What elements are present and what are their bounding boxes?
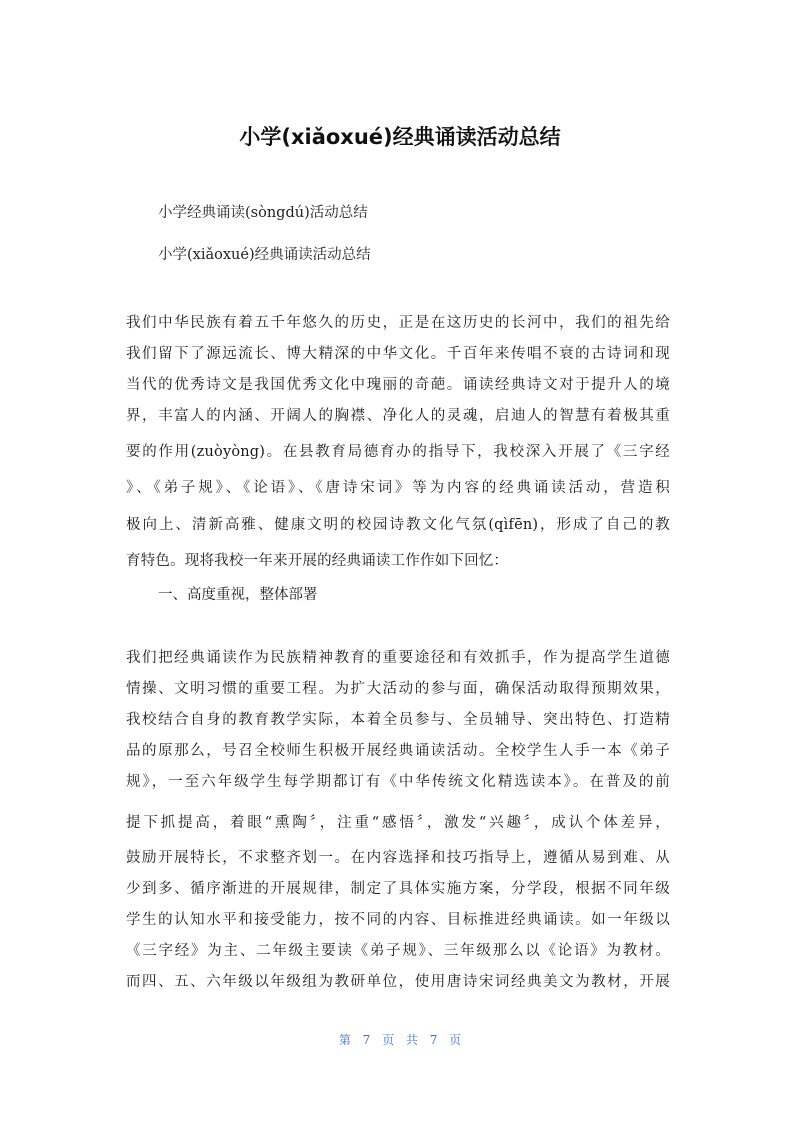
paragraph-2-line: 《三字经》为主、二年级主要读《弟子规》、三年级那么以《论语》为教材。 [126, 943, 670, 959]
page-number-footer: 第 7 页 共 7 页 [338, 1033, 462, 1047]
paragraph-2-line: 鼓励开展特长，不求整齐划一。在内容选择和技巧指导上，遵循从易到难、从 [126, 850, 670, 866]
paragraph-2-line: 学生的认知水平和接受能力，按不同的内容、目标推进经典诵读。如一年级以 [126, 912, 670, 928]
paragraph-1-line: 》、《弟子规》、《论语》、《唐诗宋词》等为内容的经典诵读活动，营造积 [126, 480, 670, 496]
paragraph-2-line: 少到多、循序渐进的开展规律，制定了具体实施方案，分学段，根据不同年级 [126, 881, 670, 897]
paragraph-2-line: 我们把经典诵读作为民族精神教育的重要途径和有效抓手，作为提高学生道德 [126, 650, 670, 666]
paragraph-2-line: 规》，一至六年级学生每学期都订有《中华传统文化精选读本》。在普及的前 [126, 774, 670, 790]
paragraph-1-line: 极向上、清新高雅、健康文明的校园诗教文化气氛(qìfēn)，形成了自己的教 [126, 517, 670, 533]
section-heading: 一、高度重视，整体部署 [158, 587, 318, 603]
paragraph-1-line: 我们留下了源远流长、博大精深的中华文化。千百年来传唱不衰的古诗词和现 [126, 346, 670, 362]
paragraph-2-line: 我校结合自身的教育教学实际，本着全员参与、全员辅导、突出特色、打造精 [126, 712, 670, 728]
paragraph-1-line: 要的作用(zuòyòng)。在县教育局德育办的指导下，我校深入开展了《三字经 [126, 444, 670, 460]
paragraph-1-line: 我们中华民族有着五千年悠久的历史，正是在这历史的长河中，我们的祖先给 [126, 315, 670, 331]
paragraph-1-line: 当代的优秀诗文是我国优秀文化中瑰丽的奇葩。诵读经典诗文对于提升人的境 [126, 377, 670, 393]
paragraph-1-line: 育特色。现将我校一年来开展的经典诵读工作作如下回忆： [126, 553, 509, 569]
paragraph-2-line: 而四、五、六年级以年级组为教研单位，使用唐诗宋词经典美文为教材，开展 [126, 974, 670, 990]
paragraph-2-line: 情操、文明习惯的重要工程。为扩大活动的参与面，确保活动取得预期效果， [126, 681, 670, 697]
paragraph-2-line: 品的原那么，号召全校师生积极开展经典诵读活动。全校学生人手一本《弟子 [126, 743, 670, 759]
subtitle-1: 小学经典诵读(sòngdú)活动总结 [158, 205, 368, 221]
paragraph-1-line: 界，丰富人的内涵、开阔人的胸襟、净化人的灵魂，启迪人的智慧有着极其重 [126, 408, 670, 424]
subtitle-2: 小学(xiǎoxué)经典诵读活动总结 [158, 247, 371, 263]
document-title: 小学(xiǎoxué)经典诵读活动总结 [239, 125, 561, 149]
paragraph-2-line: 提下抓提高，着眼“熏陶〞，注重“感悟〞，激发“兴趣〞，成认个体差异， [126, 815, 670, 831]
